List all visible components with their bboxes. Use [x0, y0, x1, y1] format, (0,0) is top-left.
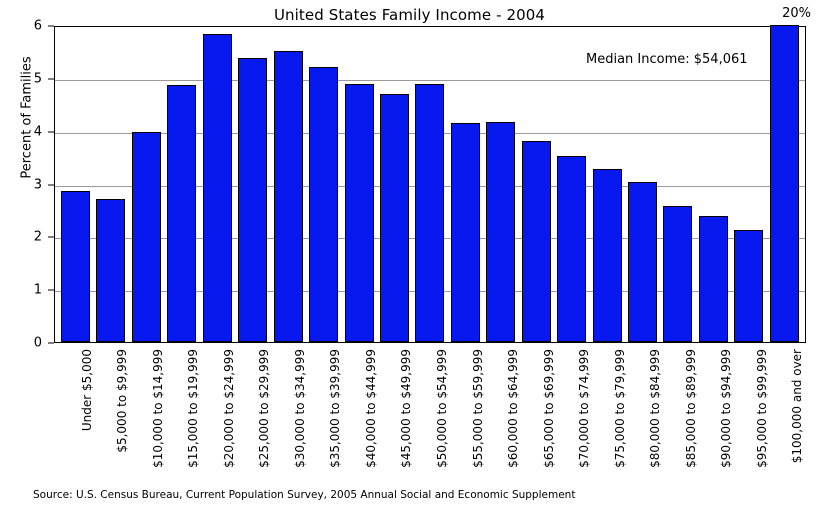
x-axis-labels — [54, 349, 806, 489]
x-tick-label: Under $5,000 — [79, 349, 94, 432]
y-axis-title: Percent of Families — [19, 56, 35, 179]
bar[interactable] — [557, 156, 586, 343]
x-tick — [167, 349, 201, 489]
plot-area — [54, 26, 806, 343]
bar[interactable] — [628, 182, 657, 342]
y-tick-label: 3 — [33, 177, 42, 192]
bar[interactable] — [238, 58, 267, 342]
x-tick-label: $80,000 to $84,999 — [648, 349, 663, 468]
y-axis-labels — [0, 18, 48, 351]
x-tick-label: $70,000 to $74,999 — [577, 349, 592, 468]
x-tick-label: $50,000 to $54,999 — [434, 349, 449, 468]
bar[interactable] — [699, 216, 728, 342]
x-tick — [700, 349, 734, 489]
x-tick — [451, 349, 485, 489]
y-tick-label: 1 — [33, 282, 42, 298]
median-income-annotation: Median Income: $54,061 — [586, 52, 748, 67]
x-tick-label: $15,000 to $19,999 — [186, 349, 201, 468]
bar-series — [55, 27, 805, 342]
x-tick-label: $35,000 to $39,999 — [328, 349, 343, 468]
x-tick — [593, 349, 627, 489]
x-tick — [771, 349, 805, 489]
x-tick — [522, 349, 556, 489]
bar[interactable] — [663, 206, 692, 342]
x-tick-label: $85,000 to $89,999 — [683, 349, 698, 468]
bar[interactable] — [380, 94, 409, 342]
x-tick — [415, 349, 449, 489]
x-tick — [344, 349, 378, 489]
bar[interactable] — [593, 169, 622, 342]
bar[interactable] — [522, 141, 551, 342]
chart-title: United States Family Income - 2004 — [273, 6, 546, 24]
x-tick — [238, 349, 272, 489]
x-tick — [273, 349, 307, 489]
x-tick-label: $30,000 to $34,999 — [292, 349, 307, 468]
x-tick — [664, 349, 698, 489]
x-tick — [96, 349, 130, 489]
x-tick — [558, 349, 592, 489]
source-note: Source: U.S. Census Bureau, Current Population Survey, 2005 Annual Social and Economic Supplement — [33, 489, 576, 501]
y-tick-label: 5 — [33, 71, 42, 87]
y-tick-label: 0 — [33, 335, 42, 351]
x-tick-label: $75,000 to $79,999 — [612, 349, 627, 468]
x-tick-label: $10,000 to $14,999 — [150, 349, 165, 468]
bar[interactable] — [96, 199, 125, 342]
x-tick-label: $40,000 to $44,999 — [363, 349, 378, 468]
x-tick-label: $45,000 to $49,999 — [399, 349, 414, 468]
x-tick-label: $65,000 to $69,999 — [541, 349, 556, 468]
x-tick — [131, 349, 165, 489]
bar[interactable] — [132, 132, 161, 342]
bar[interactable] — [486, 122, 515, 342]
y-tick-label: 6 — [33, 18, 42, 34]
x-tick-label: $55,000 to $59,999 — [470, 349, 485, 468]
x-tick — [380, 349, 414, 489]
top-right-percent-label: 20% — [782, 6, 811, 21]
x-tick — [202, 349, 236, 489]
bar[interactable] — [451, 123, 480, 342]
bar[interactable] — [167, 85, 196, 342]
x-tick — [60, 349, 94, 489]
x-tick-label: $20,000 to $24,999 — [221, 349, 236, 468]
bar[interactable] — [345, 84, 374, 342]
bar[interactable] — [770, 25, 799, 342]
bar[interactable] — [309, 67, 338, 342]
x-tick — [487, 349, 521, 489]
x-tick — [309, 349, 343, 489]
bar[interactable] — [415, 84, 444, 342]
bar[interactable] — [61, 191, 90, 342]
x-tick-label: $25,000 to $29,999 — [257, 349, 272, 468]
x-tick-label: $5,000 to $9,999 — [115, 349, 130, 453]
bar[interactable] — [203, 34, 232, 342]
x-tick-label: $100,000 and over — [790, 349, 805, 464]
y-tick-label: 2 — [33, 229, 42, 245]
bar[interactable] — [734, 230, 763, 342]
x-tick — [735, 349, 769, 489]
x-tick-label: $60,000 to $64,999 — [506, 349, 521, 468]
x-tick-label: $90,000 to $94,999 — [719, 349, 734, 468]
y-tick-label: 4 — [33, 124, 42, 140]
x-tick — [629, 349, 663, 489]
x-tick-label: $95,000 to $99,999 — [754, 349, 769, 468]
bar[interactable] — [274, 51, 303, 342]
